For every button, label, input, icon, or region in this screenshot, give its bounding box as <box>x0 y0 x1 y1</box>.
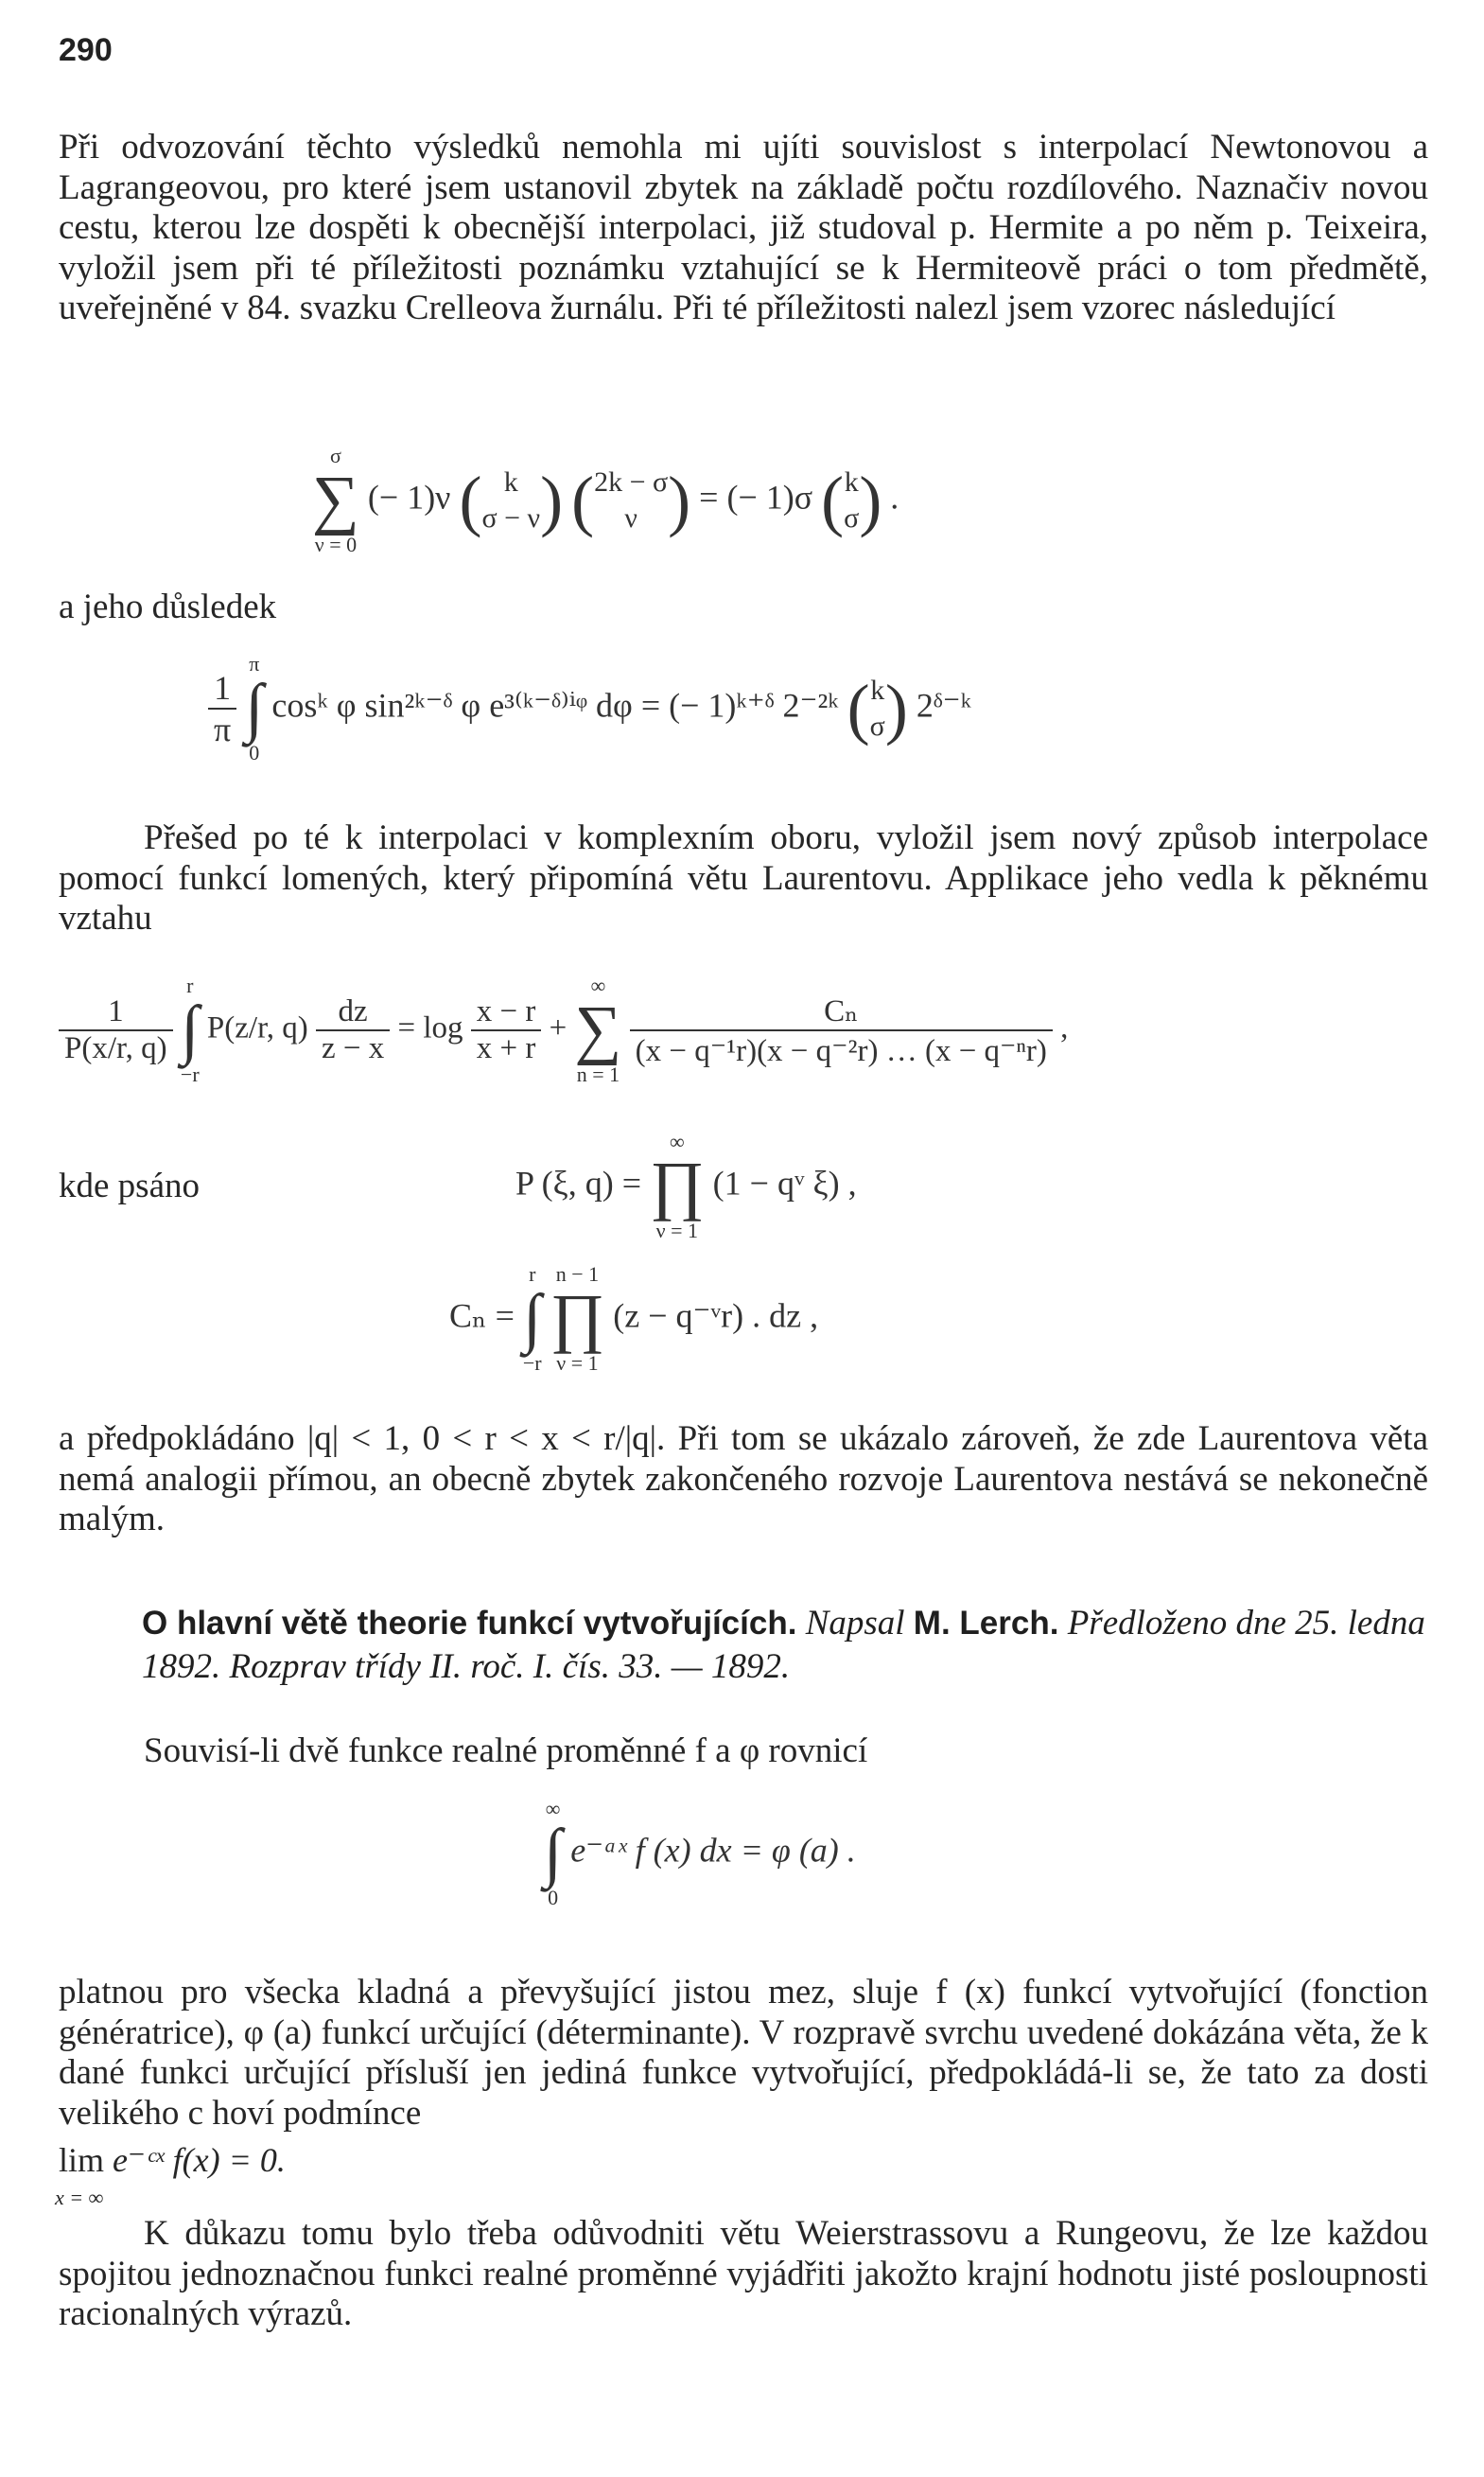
sum-operator: ∞ ∑ n = 1 <box>574 974 622 1086</box>
author-prefix: Napsal <box>805 1604 905 1643</box>
paragraph-weierstrass: K důkazu tomu bylo třeba odůvodniti větu Weierstrassovu a Rungeovu, že lze každou spojitou jednoznačnou funkci realné proměnné vyjádřiti jakožto krajní hodnotu jisté posloupnosti racionalných výrazů. <box>59 2214 1428 2333</box>
page-number: 290 <box>59 32 113 68</box>
integral-operator: π ∫ 0 <box>245 652 264 764</box>
paragraph-complex-interpolation: Přešed po té k interpolaci v komplexním oboru, vyložil jsem nový způsob interpolace pomocí funkcí lomených, který připomíná větu Laurentovu. Applikace jeho vedla k pěknému vztahu <box>59 818 1428 938</box>
fraction-one-over-pi: $\frac{1}{\pi}$ <box>208 668 236 749</box>
article-details: Předloženo dne 25. ledna 1892. Rozprav třídy II. roč. I. čís. 33. — 1892. <box>142 1604 1425 1686</box>
formula-limit: lim e⁻ᶜˣ f(x) = 0. x = ∞ <box>55 2141 286 2209</box>
paragraph-relation: Souvisí-li dvě funkce realné proměnné f a φ rovnicí <box>144 1731 868 1770</box>
article-heading <box>142 1602 1428 1689</box>
formula-laurent-expansion: $\frac{1}{P(x/r, q)}$ r ∫ −r P(z/r, q) $\frac{dz}{z - x}$ = log $\frac{x - r}{x + r}$ + ∞ ∑ n = 1 $\frac{\text{Cₙ}}{\text{(x − q⁻¹r)(x − q⁻²r) … (x − q⁻ⁿr)}}$ , <box>59 975 1068 1086</box>
author-name: M. Lerch. <box>913 1605 1059 1642</box>
formula-binomial-sum: σ ∑ ν = 0 (− 1)ν ( k σ − ν ) ( 2k − σ ν ) = (− 1)σ ( k σ ) . <box>312 444 899 556</box>
paragraph-assumption: a předpokládáno |q| < 1, 0 < r < x < r/|q|. Při tom se ukázalo zároveň, že zde Laurentova věta nemá analogii přímou, an obecně zbytek zakončeného rozvoje Laurentova nestává se nekonečně malým. <box>59 1419 1428 1538</box>
formula-cos-integral: $\frac{1}{\pi}$ π ∫ 0 cosᵏ φ sin²ᵏ⁻ᵟ φ e³⁽ᵏ⁻ᵟ⁾ⁱᵠ dφ = (− 1)ᵏ⁺ᵟ 2⁻²ᵏ ( k σ ) 2ᵟ⁻ᵏ <box>208 653 971 764</box>
paragraph-generating-function: platnou pro všecka kladná a převyšující jistou mez, sluje f (x) funkcí vytvořující (fonction génératrice), φ (a) funkcí určující (déterminante). V rozpravě svrchu uvedené dokázána věta, že k dané funkci určující přísluší jen jediná funkce vytvořující, předpokládá-li se, že tato za dosti velikého c hoví podmínce <box>59 1973 1428 2133</box>
fraction-one-over-P: $\frac{1}{P(x/r, q)}$ <box>59 994 173 1066</box>
integral-operator: r ∫ −r <box>522 1262 542 1375</box>
paragraph-interpolation: Při odvozování těchto výsledků nemohla mi ujíti souvislost s interpolací Newtonovou a Lagrangeovou, pro které jsem ustanovil zbytek na základě počtu rozdílového. Naznačiv novou cestu, kterou lze dospěti k obecnější interpolaci, již studoval p. Hermite a po něm p. Teixeira, vyložil jsem při té příležitosti poznámku vztahující se k Hermiteově práci o tom předmětě, uveřejněné v 84. svazku Crelleova žurnálu. Při té příležitosti nalezl jsem vzorec následující <box>59 128 1428 327</box>
integral-operator: r ∫ −r <box>180 974 200 1086</box>
label-where-written: kde psáno <box>59 1167 200 1205</box>
formula-Cn: Cₙ = r ∫ −r n − 1 ∏ ν = 1 (z − q⁻ᵛr) . dz , <box>449 1262 819 1375</box>
integral-operator: ∞ ∫ 0 <box>544 1797 563 1909</box>
article-title: O hlavní větě theorie funkcí vytvořujících. <box>142 1605 797 1642</box>
sum-operator: σ ∑ ν = 0 <box>312 444 359 556</box>
formula-product-P: P (ξ, q) = ∞ ∏ ν = 1 (1 − qᵛ ξ) , <box>515 1130 857 1242</box>
paragraph-corollary: a jeho důsledek <box>59 588 277 626</box>
product-operator: ∞ ∏ ν = 1 <box>650 1130 705 1242</box>
formula-laplace-integral: ∞ ∫ 0 e⁻ᵃˣ f (x) dx = φ (a) . <box>544 1797 856 1909</box>
product-operator: n − 1 ∏ ν = 1 <box>550 1262 605 1375</box>
